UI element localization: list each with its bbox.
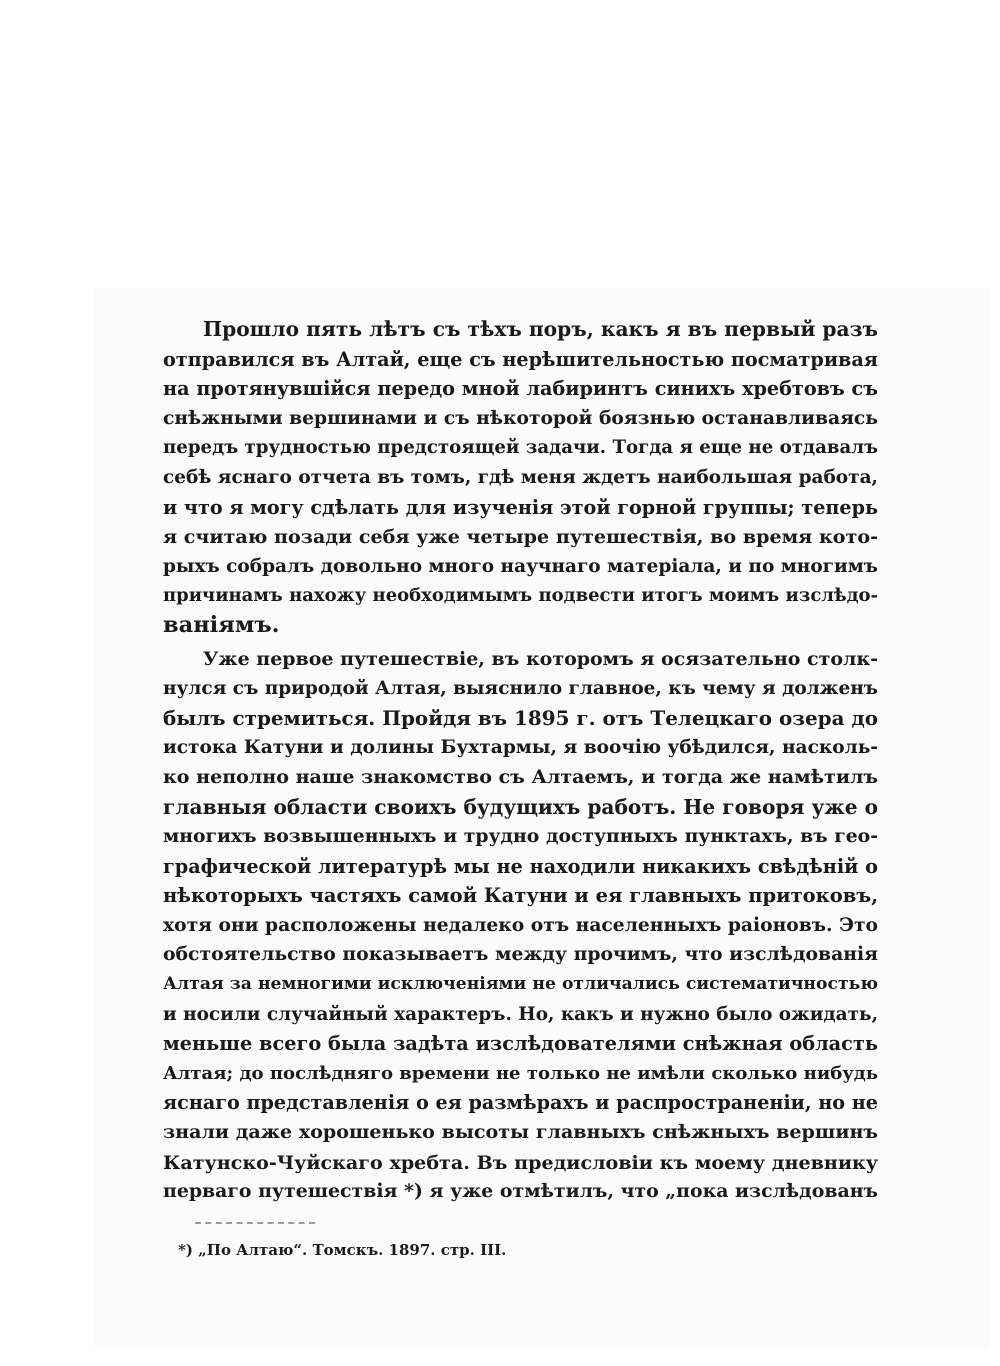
text-line: себѣ яснаго отчета въ томъ, гдѣ меня ждетъ наибольшая работа,	[163, 466, 878, 488]
footnote: *) „По Алтаю“. Томскъ. 1897. стр. III.	[178, 1241, 507, 1259]
text-line: ваніямъ.	[163, 611, 280, 638]
text-line: ко неполно наше знакомство съ Алтаемъ, и тогда же намѣтилъ	[163, 765, 878, 788]
text-line: нулся съ природой Алтая, выяснило главное, къ чему я долженъ	[163, 678, 878, 700]
text-line: Уже первое путешествіе, въ которомъ я осязательно столк-	[203, 647, 878, 670]
text-line: Алтая; до послѣдняго времени не только не имѣли сколько нибудь	[163, 1062, 878, 1084]
text-line: знали даже хорошенько высоты главныхъ снѣжныхъ вершинъ	[163, 1121, 878, 1144]
text-line: хотя они расположены недалеко отъ населенныхъ раіоновъ. Это	[163, 913, 878, 936]
text-line: рыхъ собралъ довольно много научнаго матеріала, и по многимъ	[163, 555, 878, 577]
text-line: на протянувшійся передо мной лабиринтъ синихъ хребтовъ съ	[163, 377, 878, 401]
text-line: яснаго представленія о ея размѣрахъ и распространеніи, но не	[163, 1091, 878, 1115]
text-line: меньше всего была задѣта изслѣдователями снѣжная область	[163, 1032, 878, 1056]
text-line: я считаю позади себя уже четыре путешествія, во время кото-	[163, 525, 878, 549]
text-line: графической литературѣ мы не находили никакихъ свѣдѣній о	[163, 854, 878, 878]
text-line: и носили случайный характеръ. Но, какъ и нужно было ожидать,	[163, 1003, 878, 1025]
paragraph-2	[163, 645, 878, 1207]
text-line: перваго путешествія *) я уже отмѣтилъ, что „пока изслѣдованъ	[163, 1180, 878, 1203]
paragraph-1	[163, 315, 878, 641]
text-line: передъ трудностью предстоящей задачи. Тогда я еще не отдавалъ	[163, 437, 878, 459]
text-line: снѣжными вершинами и съ нѣкоторой боязнью останавливаясь	[163, 406, 878, 429]
text-line: многихъ возвышенныхъ и трудно доступныхъ пунктахъ, въ гео-	[163, 825, 878, 848]
text-line: Прошло пять лѣтъ съ тѣхъ поръ, какъ я въ первый разъ	[203, 317, 878, 341]
text-line: Катунско-Чуйскаго хребта. Въ предисловіи къ моему дневнику	[163, 1150, 878, 1174]
text-line: отправился въ Алтай, еще съ нерѣшительностью посматривая	[163, 347, 878, 371]
text-line: причинамъ нахожу необходимымъ подвести итогъ моимъ изслѣдо-	[163, 585, 878, 607]
text-line: обстоятельство показываетъ между прочимъ, что изслѣдованія	[163, 943, 878, 966]
footnote-divider	[195, 1222, 315, 1224]
text-line: главныя области своихъ будущихъ работъ. Не говоря уже о	[163, 794, 878, 819]
text-line: былъ стремиться. Пройдя въ 1895 г. отъ Телецкаго озера до	[163, 705, 878, 730]
text-line: Алтая за немногими исключеніями не отличались систематичностью	[163, 974, 878, 995]
text-line: и что я могу сдѣлать для изученія этой горной группы; теперь	[163, 495, 878, 519]
text-line: истока Катуни и долины Бухтармы, я воочію убѣдился, насколь-	[163, 737, 878, 759]
body-text	[163, 315, 878, 1207]
text-line: нѣкоторыхъ частяхъ самой Катуни и ея главныхъ притоковъ,	[163, 884, 878, 908]
